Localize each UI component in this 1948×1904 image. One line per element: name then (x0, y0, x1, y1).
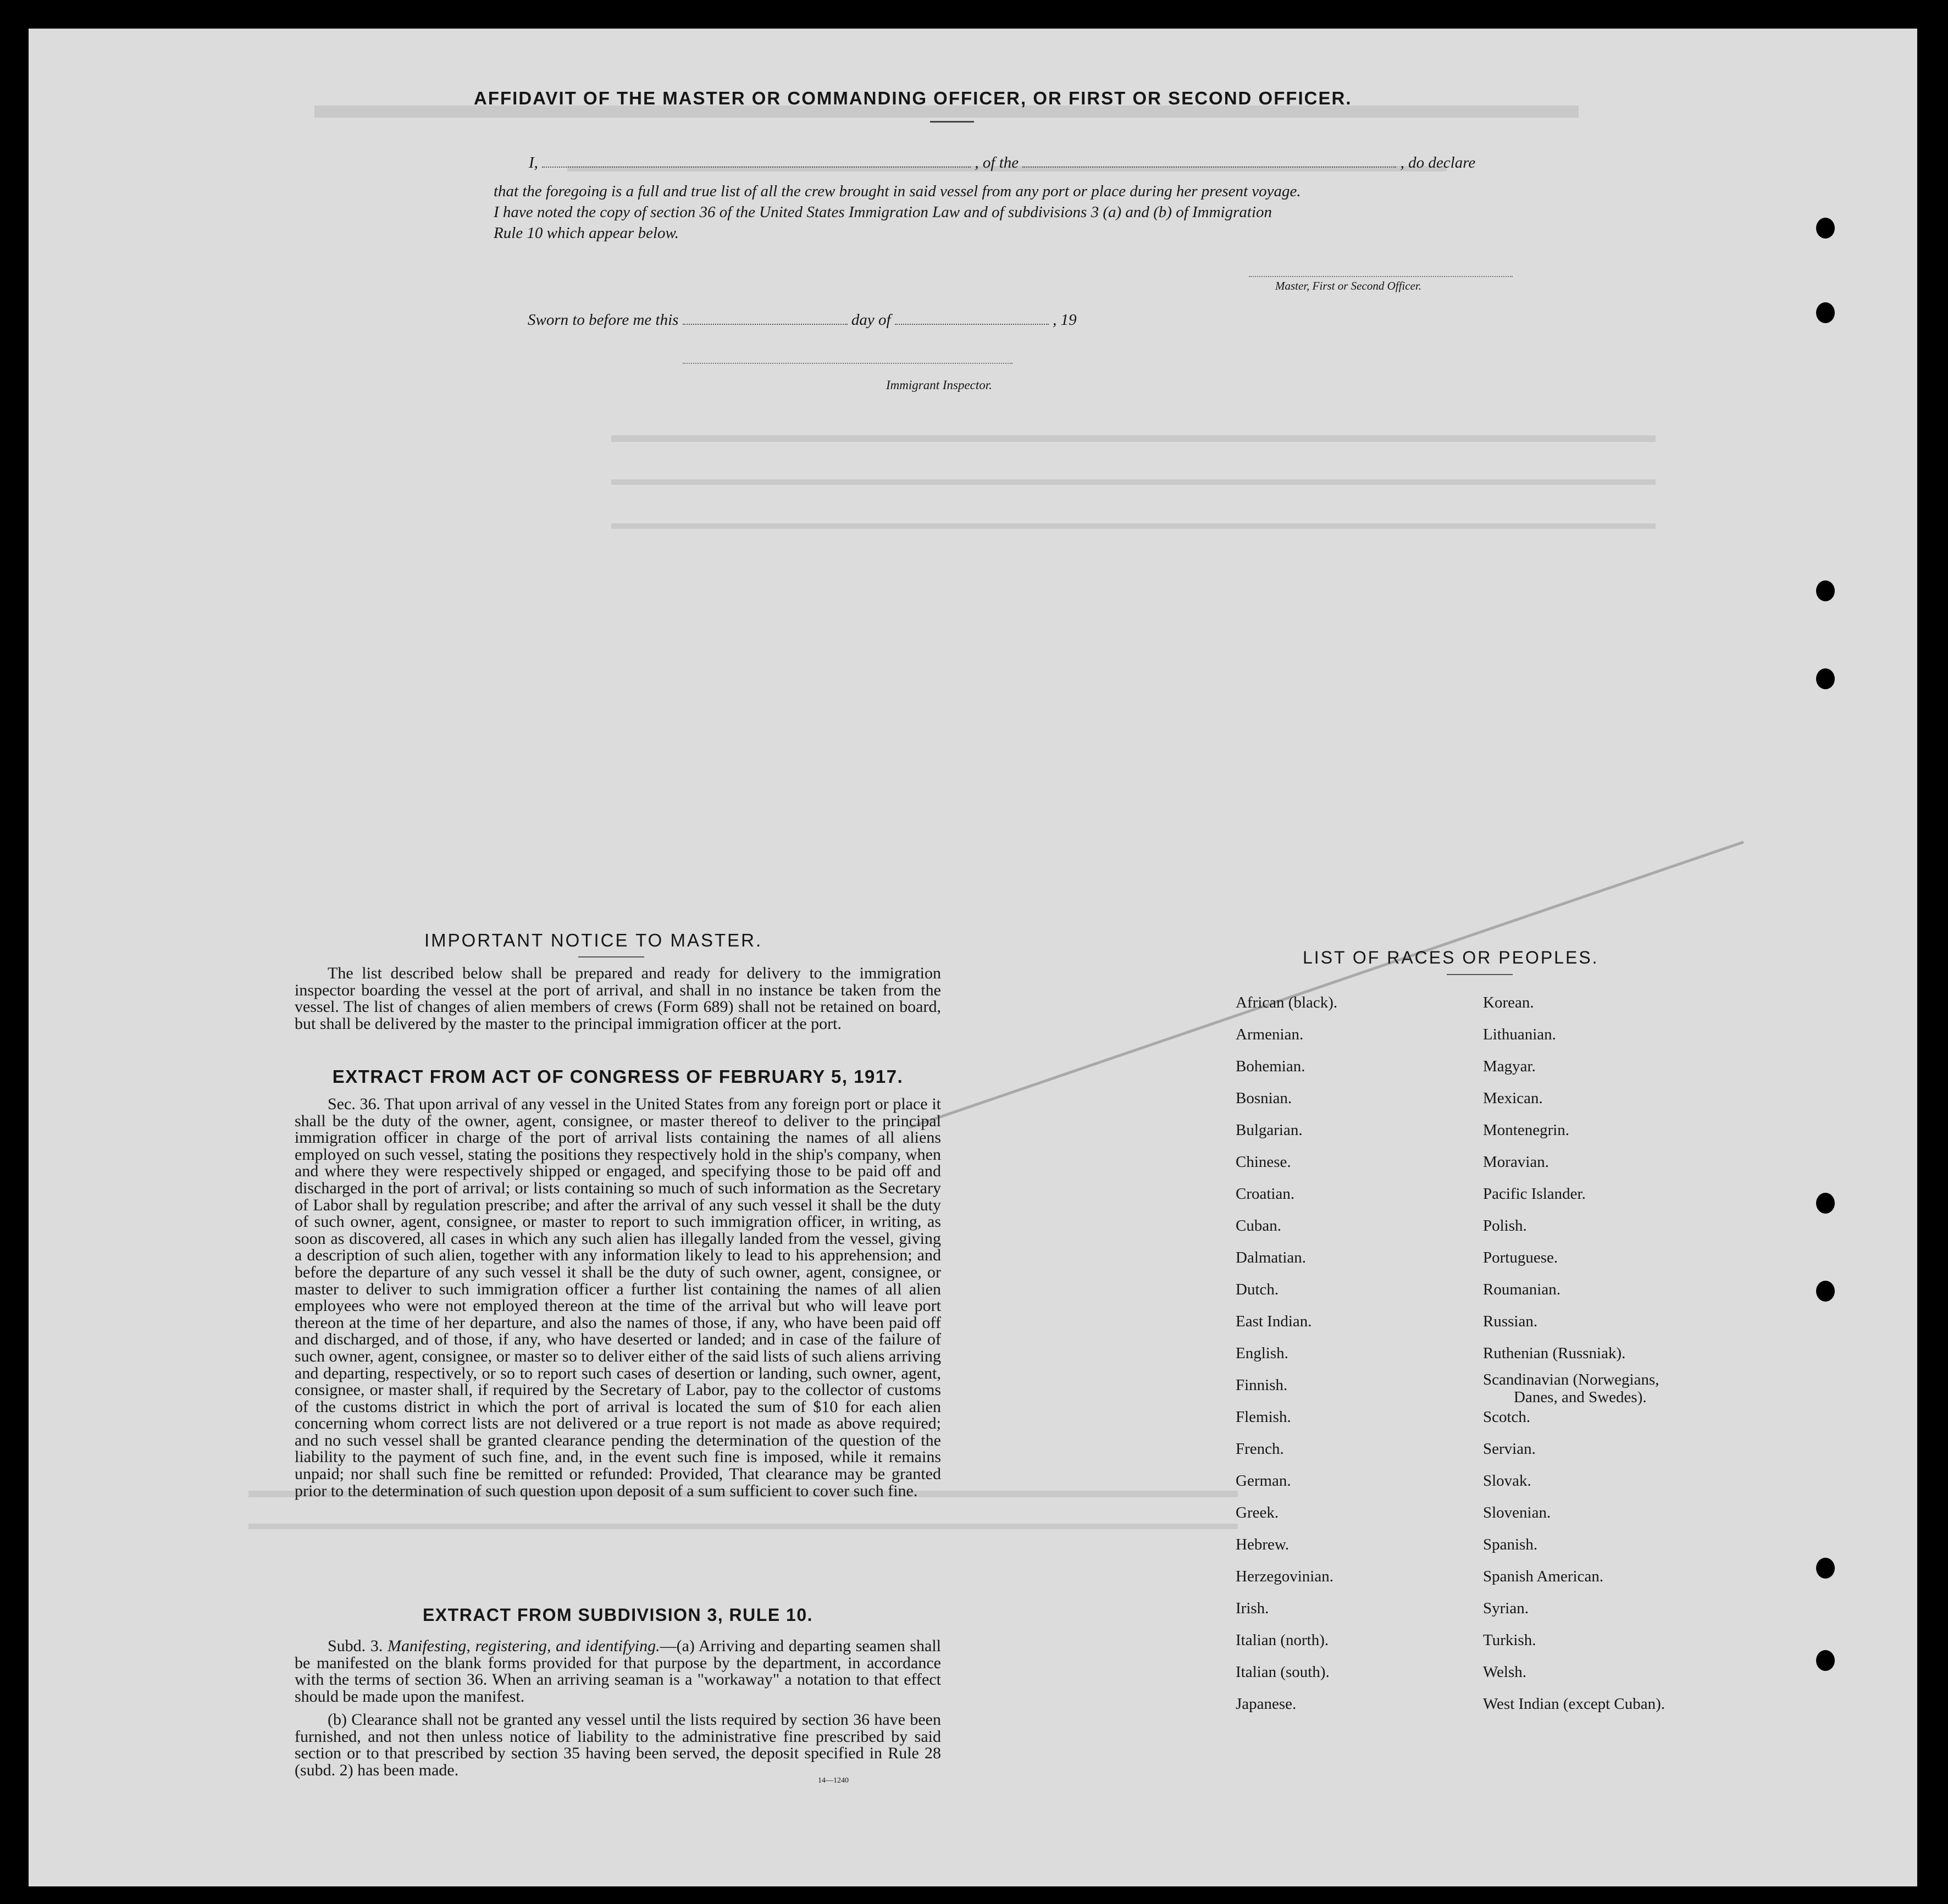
race-entry: Portuguese. (1483, 1249, 1558, 1266)
race-entry: Hebrew. (1236, 1536, 1290, 1553)
race-entry-continuation: Danes, and Swedes). (1514, 1388, 1647, 1406)
affidavit-line-4: Rule 10 which appear below. (494, 224, 679, 242)
race-entry: Bulgarian. (1236, 1121, 1303, 1139)
day-of-text: day of (851, 311, 891, 329)
race-entry: Roumanian. (1483, 1281, 1560, 1298)
race-entry: Bosnian. (1236, 1089, 1292, 1107)
race-entry: Finnish. (1236, 1376, 1288, 1394)
race-entry: Lithuanian. (1483, 1026, 1556, 1043)
race-entry: Spanish American. (1483, 1568, 1604, 1585)
affidavit-title: AFFIDAVIT OF THE MASTER OR COMMANDING OFFICER, OR FIRST OR SECOND OFFICER. (474, 88, 1352, 108)
punch-hole (1816, 580, 1835, 601)
race-entry: English. (1236, 1344, 1288, 1362)
race-entry: Dutch. (1236, 1281, 1279, 1298)
punch-hole (1816, 1558, 1835, 1579)
race-entry: Moravian. (1483, 1153, 1549, 1171)
race-entry: West Indian (except Cuban). (1483, 1695, 1665, 1713)
officer-caption: Master, First or Second Officer. (1275, 279, 1421, 292)
master-name-field[interactable] (542, 167, 971, 168)
race-entry: African (black). (1236, 994, 1338, 1011)
document-page (29, 29, 1917, 1886)
punch-hole (1816, 218, 1835, 239)
race-entry: Croatian. (1236, 1185, 1295, 1203)
extract-rule-title: EXTRACT FROM SUBDIVISION 3, RULE 10. (422, 1605, 813, 1625)
race-entry: Polish. (1483, 1217, 1527, 1235)
race-entry: Servian. (1483, 1440, 1536, 1458)
race-entry: Ruthenian (Russniak). (1483, 1344, 1626, 1362)
race-entry: Armenian. (1236, 1026, 1304, 1043)
affidavit-of: , of the (975, 154, 1019, 171)
race-entry: Montenegrin. (1483, 1121, 1570, 1139)
race-entry: Japanese. (1236, 1695, 1297, 1713)
race-entry: French. (1236, 1440, 1284, 1458)
affidavit-title-rule (930, 121, 974, 123)
race-entry: Scandinavian (Norwegians, (1483, 1371, 1659, 1388)
race-entry: Welsh. (1483, 1663, 1527, 1681)
sworn-month-field[interactable] (895, 324, 1049, 325)
race-entry: Greek. (1236, 1504, 1279, 1521)
affidavit-line-3: I have noted the copy of section 36 of the United States Immigration Law and of subdivisions 3 (a) and (b) of Immigration (494, 203, 1272, 221)
race-entry: Cuban. (1236, 1217, 1281, 1235)
race-entry: Pacific Islander. (1483, 1185, 1586, 1203)
affidavit-line-1 (529, 154, 1475, 172)
races-title: LIST OF RACES OR PEOPLES. (1303, 948, 1599, 967)
punch-hole (1816, 1650, 1835, 1671)
race-entry: Syrian. (1483, 1599, 1529, 1617)
race-entry: Dalmatian. (1236, 1249, 1307, 1266)
sworn-day-field[interactable] (683, 324, 848, 325)
punch-hole (1816, 302, 1835, 323)
subd-lead: Subd. 3. (328, 1637, 383, 1655)
race-entry: Scotch. (1483, 1408, 1531, 1426)
race-entry: Russian. (1483, 1313, 1538, 1330)
officer-signature-line[interactable] (1249, 276, 1513, 277)
punch-hole (1816, 668, 1835, 689)
race-entry: Italian (north). (1236, 1631, 1329, 1649)
extract-act-body: Sec. 36. That upon arrival of any vessel in the United States from any foreign port or place it shall be the duty of the owner, agent, consignee, or master thereof to deliver to the principal immigration officer in charge of the port of arrival lists containing the names of all aliens employed on such vessel, stating the positions they respectively hold in the ship's company, when and where they were respectively shipped or engaged, and specifying those to be paid off and discharged in the port of arrival; or lists containing so much of such information as the Secretary of Labor shall by regulation prescribe; and after the arrival of any such vessel it shall be the duty of such owner, agent, consignee, or master to report to such immigration officer, in writing, as soon as discovered, all cases in which any such alien has illegally landed from the vessel, giving a description of such alien, together with any information likely to lead to his apprehension; and before the departure of any such vessel it shall be the duty of such owner, agent, consignee, or master to deliver to such immigration officer a further list containing the names of all alien employees who were not employed thereon at the time of the arrival but who will leave port thereon at the time of her departure, and also the names of those, if any, who have been paid off and discharged, and of those, if any, who have deserted or landed; and in case of the failure of such owner, agent, consignee, or master so to deliver either of the said lists of such aliens arriving and departing, respectively, or so to report such cases of desertion or landing, such owner, agent, consignee, or master shall, if required by the Secretary of Labor, pay to the collector of customs of the customs district in which the port of arrival is located the sum of $10 for each alien concerning whom correct lists are not delivered or a true report is not made as above required; and no such vessel shall be granted clearance pending the determination of the question of the liability to the payment of such fine, and, in the event such fine is imposed, while it remains unpaid; nor shall such fine be remitted or refunded: Provided, That clearance may be granted prior to the determination of such question upon deposit of a sum sufficient to cover such fine. (295, 1095, 941, 1500)
race-entry: Herzegovinian. (1236, 1568, 1333, 1585)
race-entry: East Indian. (1236, 1313, 1312, 1330)
extract-rule-subd-b: (b) Clearance shall not be granted any vessel until the lists required by section 36 have been furnished, and not then unless notice of liability to the administrative fine prescribed by said section or to that prescribed by section 35 having been served, the deposit specified in Rule 28 (subd. 2) has been made. (295, 1711, 941, 1779)
notice-title-rule (578, 956, 644, 957)
inspector-signature-line[interactable] (683, 363, 1012, 364)
affidavit-i: I, (529, 154, 538, 171)
race-entry: Turkish. (1483, 1631, 1536, 1649)
year-text: , 19 (1053, 311, 1077, 329)
sworn-line (528, 311, 1077, 329)
race-entry: Korean. (1483, 994, 1534, 1011)
race-entry: Slovak. (1483, 1472, 1531, 1490)
subd-heading: Manifesting, registering, and identifying. (388, 1637, 660, 1655)
race-entry: Irish. (1236, 1599, 1269, 1617)
race-entry: German. (1236, 1472, 1291, 1490)
affidavit-line-2: that the foregoing is a full and true list of all the crew brought in said vessel from any port or place during her present voyage. (494, 182, 1301, 200)
extract-rule-subd-a (295, 1638, 941, 1705)
punch-hole (1816, 1193, 1835, 1214)
sworn-text: Sworn to before me this (528, 311, 679, 329)
race-entry: Chinese. (1236, 1153, 1291, 1171)
race-entry: Mexican. (1483, 1089, 1543, 1107)
race-entry: Italian (south). (1236, 1663, 1330, 1681)
race-entry: Magyar. (1483, 1058, 1536, 1075)
subd-a-text: —(a) Arriving and departing seamen shall be manifested on the blank forms provided for that purpose by the department, in accordance with the terms of section 36. When an arriving seaman is a "workaway" a notation to that effect should be made upon the manifest. (295, 1637, 942, 1706)
races-title-rule (1447, 974, 1513, 975)
vessel-name-field[interactable] (1022, 167, 1396, 168)
notice-body: The list described below shall be prepared and ready for delivery to the immigration inspector boarding the vessel at the port of arrival, and shall in no instance be taken from the vessel. The list of changes of alien members of crews (Form 689) shall not be retained on board, but shall be delivered by the master to the principal immigration officer at the port. (295, 964, 941, 1033)
race-entry: Bohemian. (1236, 1058, 1305, 1075)
race-entry: Flemish. (1236, 1408, 1291, 1426)
notice-title: IMPORTANT NOTICE TO MASTER. (424, 930, 763, 950)
form-number: 14—1240 (818, 1776, 849, 1785)
punch-hole (1816, 1281, 1835, 1302)
race-entry: Spanish. (1483, 1536, 1538, 1553)
extract-act-title: EXTRACT FROM ACT OF CONGRESS OF FEBRUARY 5, 1917. (332, 1066, 904, 1087)
race-entry: Slovenian. (1483, 1504, 1551, 1521)
affidavit-declare: , do declare (1400, 154, 1476, 171)
inspector-caption: Immigrant Inspector. (886, 378, 992, 392)
